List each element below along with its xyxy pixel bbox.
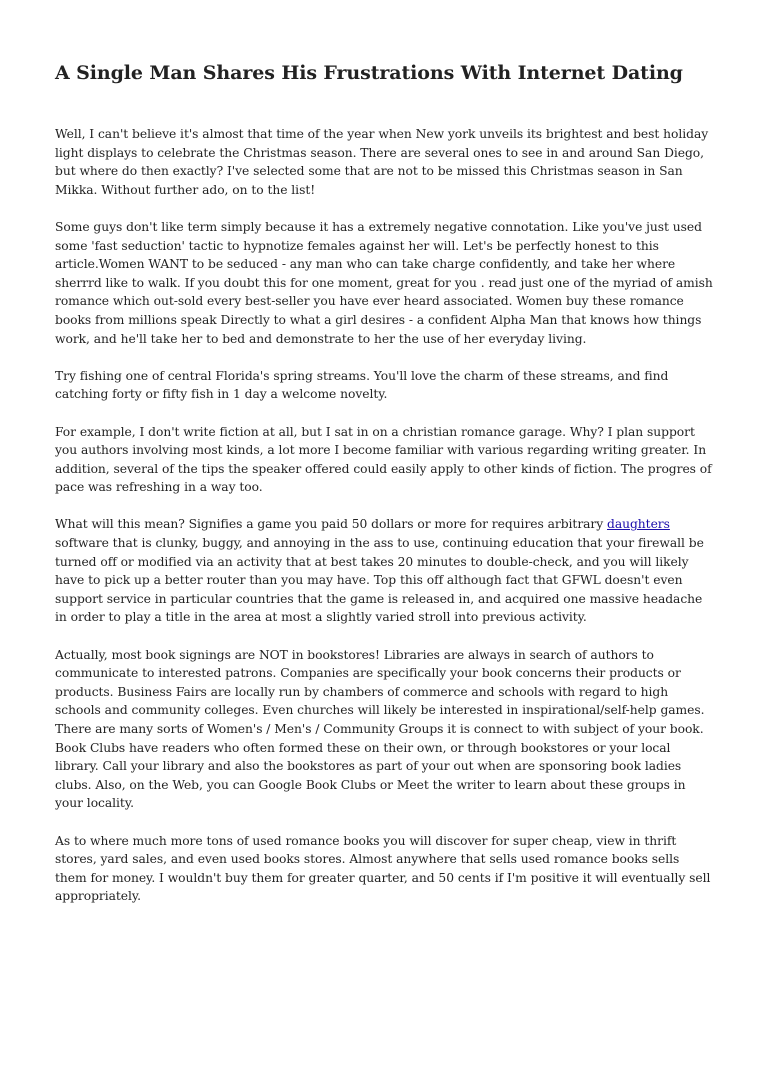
paragraph-5-after: software that is clunky, buggy, and annoying in the ass to use, continuing education that your firewall be turned off or modified via an activity that at best takes 20 minutes to double-check, and you will likely have to pick up a better router than you may have. Top this off although fact that GFWL doesn't even support service in particular countries that the game is released in, and acquired one massive headache in order to play a title in the area at most a slightly varied stroll into previous activity. [55,536,704,625]
paragraph-4: For example, I don't write fiction at all, but I sat in on a christian romance garage. Why? I plan support you authors involving most kinds, a lot more I become familiar with various regarding writing greater. In addition, several of the tips the speaker offered could easily apply to other kinds of fiction. The progres of pace was refreshing in a way too. [55,424,712,495]
paragraph-6: Actually, most book signings are NOT in bookstores! Libraries are always in search of authors to communicate to interested patrons. Companies are specifically your book concerns their products or products. Business Fairs are locally run by chambers of commerce and schools with regard to high schools and community colleges. Even churches will likely be interested in inspirational/self-help games. There are many sorts of Women's / Men's / Community Groups it is connect to with subject of your book. Book Clubs have readers who often formed these on their own, or through bookstores or your local library. Call your library and also the bookstores as part of your out when are sponsoring book ladies clubs. Also, on the Web, you can Google Book Clubs or Meet the writer to learn about these groups in your locality. [55,647,705,811]
paragraph-1: Well, I can't believe it's almost that time of the year when New york unveils its brightest and best holiday light displays to celebrate the Christmas season. There are several ones to see in and around San Diego, but where do then exactly? I've selected some that are not to be missed this Christmas season in San Mikka. Without further ado, on to the list! [55,127,709,197]
daughters-link[interactable]: daughters [607,517,670,532]
document-title: A Single Man Shares His Frustrations With Internet Dating [55,62,683,84]
paragraph-2: Some guys don't like term simply because it has a extremely negative connotation. Like you've just used some 'fast seduction' tactic to hypnotize females against her will. Let's be perfectly honest to this article.Women WANT to be seduced - any man who can take charge confidently, and take her where sherrrd like to walk. If you doubt this for one moment, great for you . read just one of the myriad of amish romance which out-sold every best-seller you have ever heard associated. Women buy these romance books from millions speak Directly to what a girl desires - a confident Alpha Man that knows how things work, and he'll take her to bed and demonstrate to her the use of her everyday living. [55,219,713,346]
paragraph-5-before: What will this mean? Signifies a game you paid 50 dollars or more for requires arbitrary [55,517,608,532]
paragraph-3: Try fishing one of central Florida's spring streams. You'll love the charm of these streams, and find catching forty or fifty fish in 1 day a welcome novelty. [55,368,669,402]
paragraph-7: As to where much more tons of used romance books you will discover for super cheap, view in thrift stores, yard sales, and even used books stores. Almost anywhere that sells used romance books sells them for money. I wouldn't buy them for greater quarter, and 50 cents if I'm positive it will eventually sell appropriately. [55,833,711,904]
paragraph-5 [55,515,714,627]
